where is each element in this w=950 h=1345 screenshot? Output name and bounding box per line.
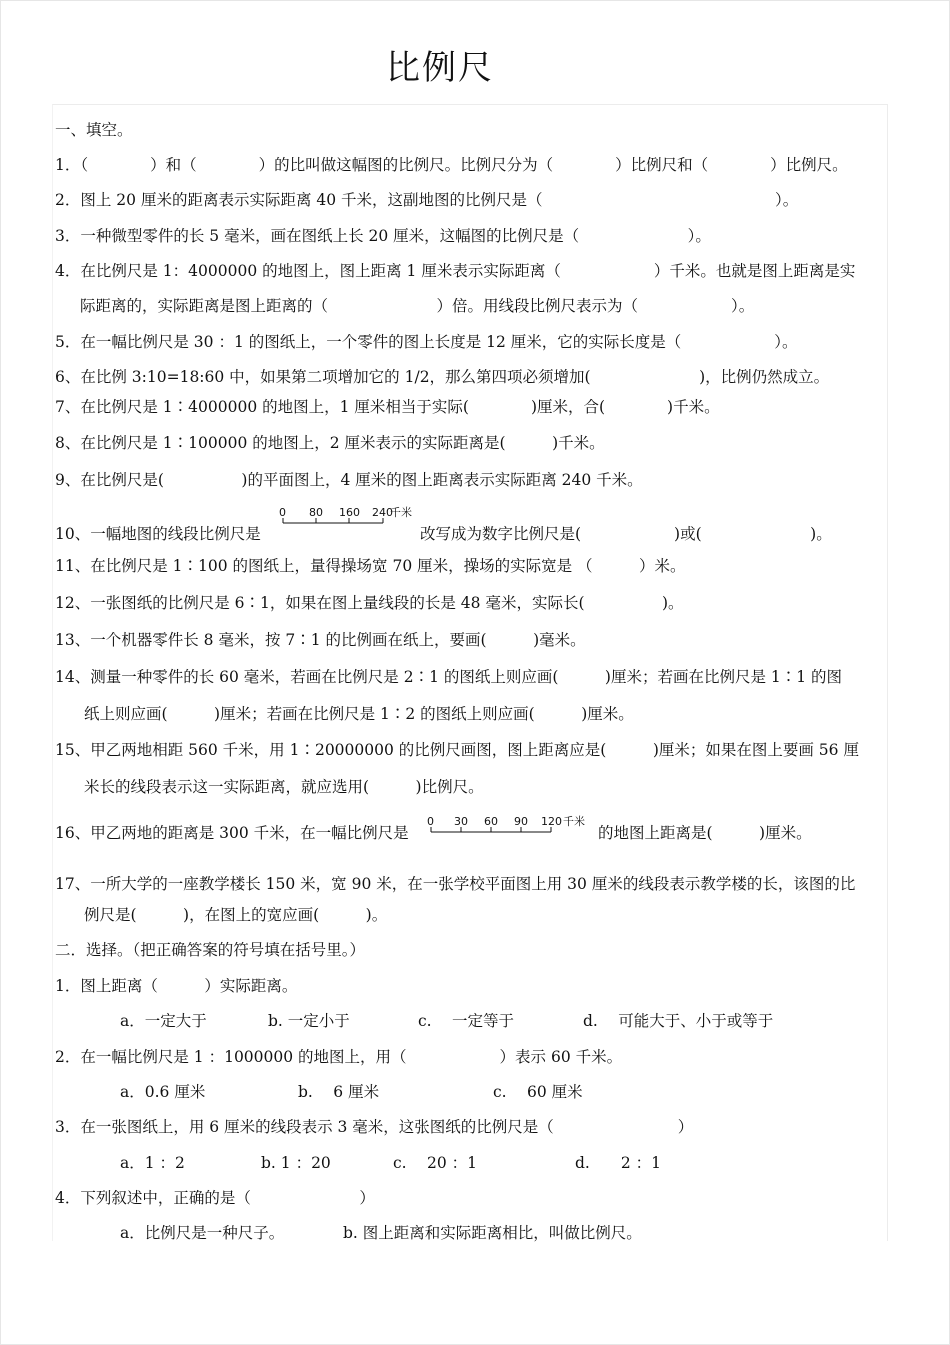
question-3: 3．一种微型零件的长 5 毫米，画在图纸上长 20 厘米，这幅图的比例尺是（ ）。 [55, 227, 711, 245]
question-17-line1: 17、一所大学的一座教学楼长 150 米，宽 90 米，在一张学校平面图上用 30 厘米的线段表示教学楼的长，该图的比 [55, 875, 856, 893]
section1-heading: 一、填空。 [55, 121, 133, 139]
choice-question-4: 4．下列叙述中，正确的是（ ） [55, 1189, 375, 1207]
question-1: 1．（ ）和（ ）的比叫做这幅图的比例尺。比例尺分为（ ）比例尺和（ ）比例尺。 [55, 156, 848, 174]
choice-question-3: 3．在一张图纸上，用 6 厘米的线段表示 3 毫米，这张图纸的比例尺是（ ） [55, 1118, 694, 1136]
question-4-line2: 际距离的，实际距离是图上距离的（ ）倍。用线段比例尺表示为（ ）。 [80, 297, 755, 315]
choice-1-option-b: b. 一定小于 [268, 1012, 350, 1030]
choice-4-option-b: b. 图上距离和实际距离相比，叫做比例尺。 [343, 1224, 642, 1242]
question-10-text-a: 10、一幅地图的线段比例尺是 [55, 525, 261, 543]
choice-2-option-b: b. 6 厘米 [298, 1083, 380, 1101]
question-14-line1: 14、测量一种零件的长 60 毫米，若画在比例尺是 2∶1 的图纸上则应画( )厘米；若画在比例尺是 1∶1 的图 [55, 668, 843, 686]
scale-tick-label: 90 [514, 815, 528, 828]
scale-tick-label: 120 [541, 815, 562, 828]
scale-tick-label: 0 [279, 506, 286, 519]
choice-1-option-d: d. 可能大于、小于或等于 [583, 1012, 774, 1030]
question-16-text-b: 的地图上距离是( )厘米。 [598, 824, 812, 842]
section2-heading: 二．选择。（把正确答案的符号填在括号里。） [55, 941, 366, 959]
question-13: 13、一个机器零件长 8 毫米，按 7∶1 的比例画在纸上，要画( )毫米。 [55, 631, 586, 649]
question-7: 7、在比例尺是 1∶4000000 的地图上，1 厘米相当于实际( )厘米，合( )千米。 [55, 398, 720, 416]
scale-tick-label: 60 [484, 815, 498, 828]
scale-unit-label: 千米 [390, 506, 412, 519]
question-11: 11、在比例尺是 1∶100 的图纸上，量得操场宽 70 厘米，操场的实际宽是 （ ）米。 [55, 557, 686, 575]
question-5: 5．在一幅比例尺是 30 ：1 的图纸上，一个零件的图上长度是 12 厘米，它的实际长度是（ ）。 [55, 333, 798, 351]
question-15-line1: 15、甲乙两地相距 560 千米，用 1∶20000000 的比例尺画图，图上距离应是( )厘米；如果在图上要画 56 厘 [55, 741, 859, 759]
line-scale-16 [424, 814, 604, 844]
line-scale-10 [276, 505, 426, 535]
question-4-line1: 4．在比例尺是 1：4000000 的地图上，图上距离 1 厘米表示实际距离（ ）千米。也就是图上距离是实 [55, 262, 856, 280]
choice-3-option-d: d. 2 ：1 [575, 1154, 661, 1172]
question-2: 2．图上 20 厘米的距离表示实际距离 40 千米，这副地图的比例尺是（ ）。 [55, 191, 799, 209]
scale-tick-label: 30 [454, 815, 468, 828]
choice-3-option-c: c. 20 ：1 [393, 1154, 478, 1172]
question-10-text-b: 改写成为数字比例尺是( )或( )。 [420, 525, 832, 543]
choice-1-option-c: c. 一定等于 [418, 1012, 515, 1030]
scale-tick-label: 240 [372, 506, 393, 519]
question-17-line2: 例尺是( )，在图上的宽应画( )。 [84, 906, 388, 924]
choice-2-option-a: a．0.6 厘米 [120, 1083, 206, 1101]
choice-question-1: 1．图上距离（ ）实际距离。 [55, 977, 298, 995]
page-title: 比例尺 [386, 48, 494, 88]
scale-tick-label: 0 [427, 815, 434, 828]
question-12: 12、一张图纸的比例尺是 6∶1，如果在图上量线段的长是 48 毫米，实际长( )。 [55, 594, 684, 612]
choice-3-option-b: b. 1 ：20 [261, 1154, 331, 1172]
choice-question-2: 2．在一幅比例尺是 1 ：1000000 的地图上，用（ ）表示 60 千米。 [55, 1048, 623, 1066]
question-15-line2: 米长的线段表示这一实际距离，就应选用( )比例尺。 [84, 778, 484, 796]
scale-tick-label: 80 [309, 506, 323, 519]
question-9: 9、在比例尺是( )的平面图上，4 厘米的图上距离表示实际距离 240 千米。 [55, 471, 643, 489]
scale-tick-label: 160 [339, 506, 360, 519]
question-8: 8、在比例尺是 1∶100000 的地图上，2 厘米表示的实际距离是( )千米。 [55, 434, 605, 452]
question-14-line2: 纸上则应画( )厘米；若画在比例尺是 1∶2 的图纸上则应画( )厘米。 [84, 705, 634, 723]
question-6: 6、在比例 3:10=18:60 中，如果第二项增加它的 1/2，那么第四项必须增加( )，比例仍然成立。 [55, 368, 830, 386]
question-16-text-a: 16、甲乙两地的距离是 300 千米，在一幅比例尺是 [55, 824, 409, 842]
scale-unit-label: 千米 [563, 815, 585, 828]
choice-2-option-c: c. 60 厘米 [493, 1083, 583, 1101]
choice-3-option-a: a．1 ：2 [120, 1154, 185, 1172]
choice-1-option-a: a．一定大于 [120, 1012, 207, 1030]
choice-4-option-a: a．比例尺是一种尺子。 [120, 1224, 285, 1242]
